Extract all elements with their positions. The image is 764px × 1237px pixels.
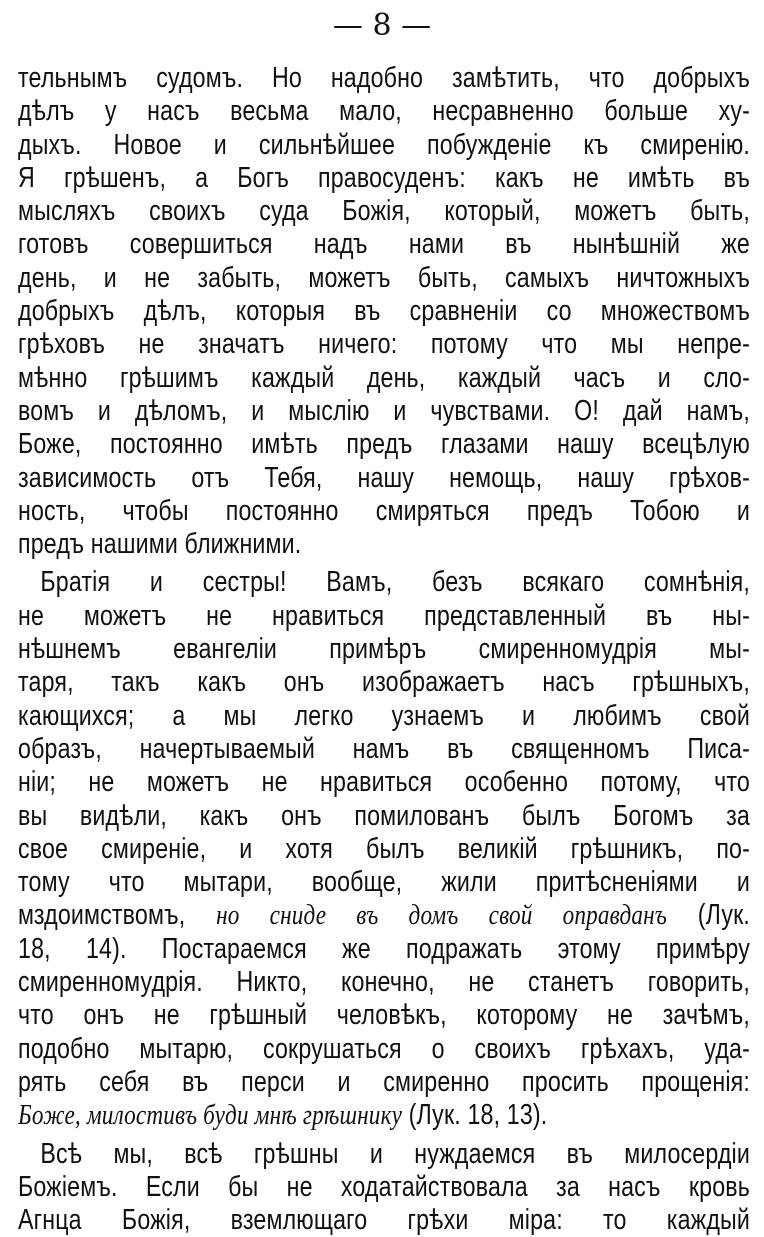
text-line: зависимость отъ Тебя, нашу немощь, нашу грѣхов- [18,461,750,494]
text-line: свое смиреніе, и хотя былъ великій грѣшникъ, по- [18,832,750,865]
text-line: дѣлъ у насъ весьма мало, несравненно больше ху- [18,95,750,128]
text-fragment: мздоимствомъ, [18,899,186,932]
text-line: добрыхъ дѣлъ, которыя въ сравненіи со множествомъ [18,295,750,328]
text-line: ность, чтобы постоянно смиряться предъ Тобою и [18,494,750,527]
text-line: смиренномудрія. Никто, конечно, не станетъ говорить, [18,966,750,999]
text-line: готовъ совершиться надъ нами въ нынѣшній же [18,228,750,261]
text-line: вомъ и дѣломъ, и мыслію и чувствами. О! дай намъ, [18,394,750,427]
scripture-reference: (Лук. [697,899,750,932]
text-line: Я грѣшенъ, а Богъ правосуденъ: какъ не имѣть въ [18,161,750,194]
page-number: — 8 — [332,8,432,43]
text-line: таря, такъ какъ онъ изображаетъ насъ грѣшныхъ, [18,666,750,699]
text-line: образъ, начертываемый намъ въ священномъ Писа- [18,732,750,765]
document-body [18,62,750,1237]
text-line: что онъ не грѣшный человѣкъ, которому не зачѣмъ, [18,999,750,1032]
text-line: кающихся; а мы легко узнаемъ и любимъ свой [18,699,750,732]
text-line: мысляхъ своихъ суда Божія, который, можетъ быть, [18,195,750,228]
text-line: тельнымъ судомъ. Но надобно замѣтить, что добрыхъ [18,62,750,94]
text-line: ніи; не можетъ не нравиться особенно потому, что [18,766,750,799]
paragraph-start-line: Всѣ мы, всѣ грѣшны и нуждаемся въ милосердіи [40,1137,750,1170]
scripture-quote: но сниде въ домъ свой оправданъ [216,899,668,932]
text-line: не можетъ не нравиться представленный въ ны- [18,599,750,632]
text-line: день, и не забыть, можетъ быть, самыхъ ничтожныхъ [18,261,750,294]
text-line: тому что мытари, вообще, жили притѣсненіями и [18,866,750,899]
scripture-quote: Боже, милостивъ буди мнѣ грѣшнику [18,1099,403,1132]
text-line: Божіемъ. Если бы не ходатайствовала за насъ кровь [18,1170,750,1203]
text-line: вы видѣли, какъ онъ помилованъ былъ Богомъ за [18,799,750,832]
text-line-with-quote [18,899,750,932]
text-line: дыхъ. Новое и сильнѣйшее побужденіе къ смиренію. [18,128,750,161]
text-line: подобно мытарю, сокрушаться о своихъ грѣхахъ, уда- [18,1032,750,1065]
text-line: грѣховъ не значатъ ничего: потому что мы непре- [18,328,750,361]
text-line: 18, 14). Постараемся же подражать этому примѣру [18,932,750,965]
text-line: мѣнно грѣшимъ каждый день, каждый часъ и сло- [18,361,750,394]
paragraph-start-line: Братія и сестры! Вамъ, безъ всякаго сомнѣнія, [40,566,750,599]
text-line-with-quote [18,1099,750,1132]
text-line: рять себя въ перси и смиренно просить прощенія: [18,1065,750,1098]
text-line: Боже, постоянно имѣть предъ глазами нашу всецѣлую [18,428,750,461]
text-line: предъ нашими ближними. [18,528,302,561]
scripture-reference: (Лук. 18, 13). [408,1099,548,1132]
text-line: Агнца Божія, вземлющаго грѣхи міра: то каждый [18,1204,750,1237]
text-line: нѣшнемъ евангеліи примѣръ смиренномудрія мы- [18,633,750,666]
